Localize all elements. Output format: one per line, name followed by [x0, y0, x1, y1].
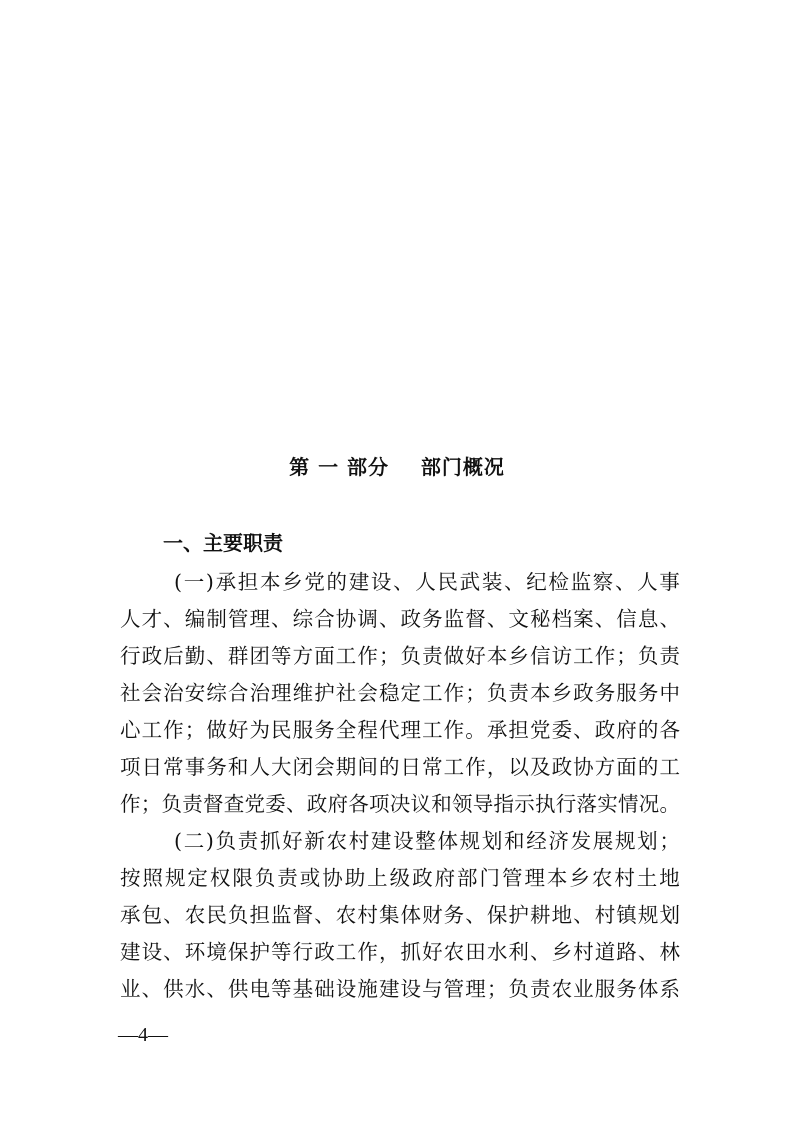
text-line: 心 工 作 ； 做 好 为 民 服 务 全 程 代 理 工 作 。 承 担 党 委 、 政 府 的 各 [120, 718, 680, 742]
body-text [120, 564, 680, 1008]
text-line: 人 才 、 编 制 管 理 、 综 合 协 调 、 政 务 监 督 、 文 秘 档 案 、 信 息 、 [120, 607, 680, 631]
text-line: 按 照 规 定 权 限 负 责 或 协 助 上 级 政 府 部 门 管 理 本 乡 农 村 土 地 [120, 866, 680, 890]
paragraph [120, 823, 680, 1008]
text-line: 建 设 、 环 境 保 护 等 行 政 工 作 ， 抓 好 农 田 水 利 、 乡 村 道 路 、 林 [120, 940, 680, 964]
paragraph [120, 564, 680, 823]
text-line: 社 会 治 安 综 合 治 理 维 护 社 会 稳 定 工 作 ； 负 责 本 乡 政 务 服 务 中 [120, 681, 680, 705]
text-line: 业 、 供 水 、 供 电 等 基 础 设 施 建 设 与 管 理 ； 负 责 农 业 服 务 体 系 [120, 977, 680, 1001]
text-line: ( 一 ) 承 担 本 乡 党 的 建 设 、 人 民 武 装 、 纪 检 监 察 、 人 事 [174, 570, 680, 594]
text-line: 作 ； 负 责 督 查 党 委 、 政 府 各 项 决 议 和 领 导 指 示 执 行 落 实 情 况 。 [120, 792, 680, 816]
page-title: 第 一 部分 部门概况 [289, 455, 505, 479]
text-line: 项 日 常 事 务 和 人 大 闭 会 期 间 的 日 常 工 作 ， 以 及 政 协 方 面 的 工 [120, 755, 680, 779]
page-number: —4— [118, 1024, 168, 1046]
text-line: ( 二 ) 负 责 抓 好 新 农 村 建 设 整 体 规 划 和 经 济 发 展 规 划 ； [174, 829, 680, 853]
text-line: 承 包 、 农 民 负 担 监 督 、 农 村 集 体 财 务 、 保 护 耕 地 、 村 镇 规 划 [120, 903, 680, 927]
text-line: 行 政 后 勤 、 群 团 等 方 面 工 作 ； 负 责 做 好 本 乡 信 访 工 作 ； 负 责 [120, 644, 680, 668]
section-heading: 一、主要职责 [163, 531, 283, 555]
